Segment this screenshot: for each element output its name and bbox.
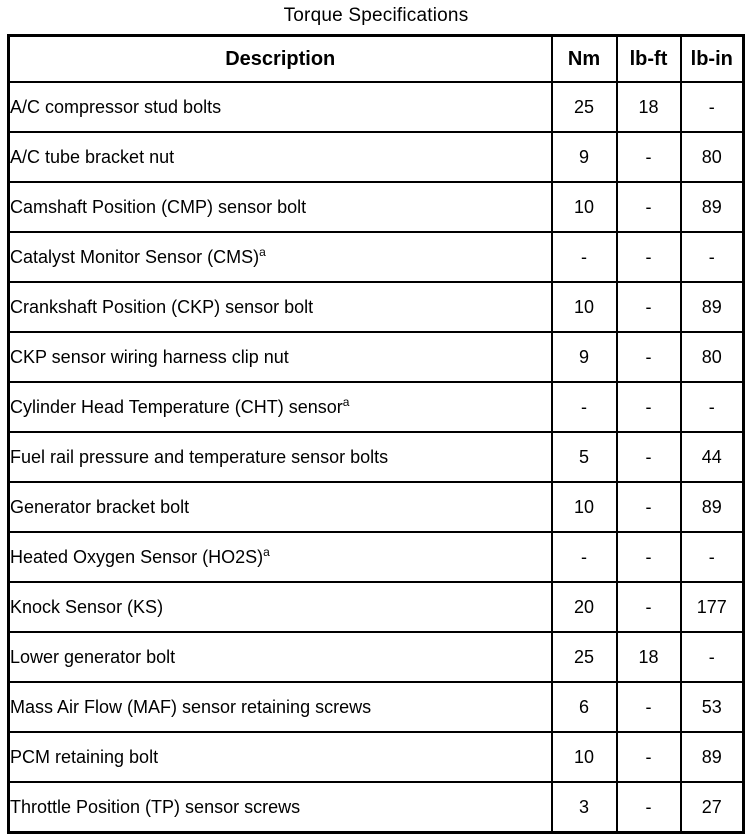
cell-lbft: - [617, 732, 681, 782]
footnote-marker: a [342, 394, 350, 409]
cell-lbin: 89 [681, 482, 744, 532]
cell-lbft: - [617, 282, 681, 332]
cell-nm: - [552, 382, 617, 432]
table-row [9, 732, 744, 782]
cell-nm: 9 [552, 332, 617, 382]
cell-lbft: - [617, 782, 681, 833]
column-header-lbft: lb-ft [617, 36, 681, 83]
cell-lbft: - [617, 682, 681, 732]
description-text: Crankshaft Position (CKP) sensor bolt [10, 296, 314, 317]
table-row [9, 482, 744, 532]
cell-description [9, 382, 552, 432]
cell-nm: 5 [552, 432, 617, 482]
table-row [9, 182, 744, 232]
description-text: Catalyst Monitor Sensor (CMS) [10, 246, 260, 267]
cell-lbin: - [681, 532, 744, 582]
cell-lbin: 80 [681, 132, 744, 182]
table-row [9, 382, 744, 432]
table-row [9, 632, 744, 682]
cell-nm: 6 [552, 682, 617, 732]
cell-lbin: 80 [681, 332, 744, 382]
description-text: A/C tube bracket nut [10, 146, 175, 167]
cell-description [9, 332, 552, 382]
table-row [9, 782, 744, 833]
table-row [9, 532, 744, 582]
cell-lbft: - [617, 582, 681, 632]
table-body [9, 82, 744, 833]
cell-description [9, 732, 552, 782]
table-row [9, 432, 744, 482]
cell-description [9, 532, 552, 582]
cell-lbin: 89 [681, 732, 744, 782]
footnote-marker: a [259, 244, 266, 259]
table-row [9, 282, 744, 332]
description-text: PCM retaining bolt [10, 746, 159, 767]
cell-nm: 3 [552, 782, 617, 833]
table-row [9, 582, 744, 632]
cell-description [9, 182, 552, 232]
description-text: Generator bracket bolt [10, 496, 190, 517]
cell-nm: - [552, 532, 617, 582]
cell-description [9, 282, 552, 332]
column-header-lbin: lb-in [681, 36, 744, 83]
cell-nm: 10 [552, 732, 617, 782]
cell-description [9, 432, 552, 482]
description-text: Lower generator bolt [10, 646, 176, 667]
cell-lbin: 44 [681, 432, 744, 482]
cell-lbft: - [617, 382, 681, 432]
table-row [9, 332, 744, 382]
cell-nm: 9 [552, 132, 617, 182]
cell-lbin: - [681, 82, 744, 132]
cell-lbft: - [617, 332, 681, 382]
description-text: Knock Sensor (KS) [10, 596, 164, 617]
cell-nm: 20 [552, 582, 617, 632]
description-text: CKP sensor wiring harness clip nut [10, 346, 289, 367]
cell-description [9, 132, 552, 182]
description-text: Camshaft Position (CMP) sensor bolt [10, 196, 307, 217]
cell-description [9, 782, 552, 833]
table-header-row [9, 36, 744, 83]
torque-specifications-table [7, 34, 745, 834]
table-row [9, 682, 744, 732]
cell-lbft: 18 [617, 82, 681, 132]
cell-lbin: - [681, 232, 744, 282]
description-text: Throttle Position (TP) sensor screws [10, 796, 301, 817]
cell-nm: 25 [552, 82, 617, 132]
cell-description [9, 232, 552, 282]
cell-lbin: 89 [681, 282, 744, 332]
cell-lbft: - [617, 232, 681, 282]
table-row [9, 82, 744, 132]
cell-description [9, 82, 552, 132]
cell-lbft: - [617, 432, 681, 482]
cell-lbin: 177 [681, 582, 744, 632]
cell-lbft: - [617, 182, 681, 232]
cell-lbin: - [681, 382, 744, 432]
cell-lbft: - [617, 532, 681, 582]
cell-nm: 10 [552, 482, 617, 532]
description-text: A/C compressor stud bolts [10, 96, 222, 117]
cell-lbin: 53 [681, 682, 744, 732]
cell-nm: 25 [552, 632, 617, 682]
column-header-nm: Nm [552, 36, 617, 83]
cell-lbin: 27 [681, 782, 744, 833]
cell-lbft: - [617, 132, 681, 182]
description-text: Cylinder Head Temperature (CHT) sensor [10, 396, 343, 417]
cell-lbin: 89 [681, 182, 744, 232]
cell-nm: 10 [552, 282, 617, 332]
cell-lbft: - [617, 482, 681, 532]
cell-description [9, 682, 552, 732]
table-row [9, 132, 744, 182]
description-text: Fuel rail pressure and temperature sensor bolts [10, 446, 389, 467]
page-title: Torque Specifications [283, 5, 469, 26]
description-text: Heated Oxygen Sensor (HO2S) [10, 546, 264, 567]
cell-description [9, 482, 552, 532]
cell-description [9, 582, 552, 632]
cell-lbft: 18 [617, 632, 681, 682]
cell-nm: 10 [552, 182, 617, 232]
table-header [9, 36, 744, 83]
table-row [9, 232, 744, 282]
cell-nm: - [552, 232, 617, 282]
cell-description [9, 632, 552, 682]
column-header-description: Description [9, 36, 552, 83]
footnote-marker: a [263, 544, 270, 559]
description-text: Mass Air Flow (MAF) sensor retaining screws [10, 696, 372, 717]
cell-lbin: - [681, 632, 744, 682]
